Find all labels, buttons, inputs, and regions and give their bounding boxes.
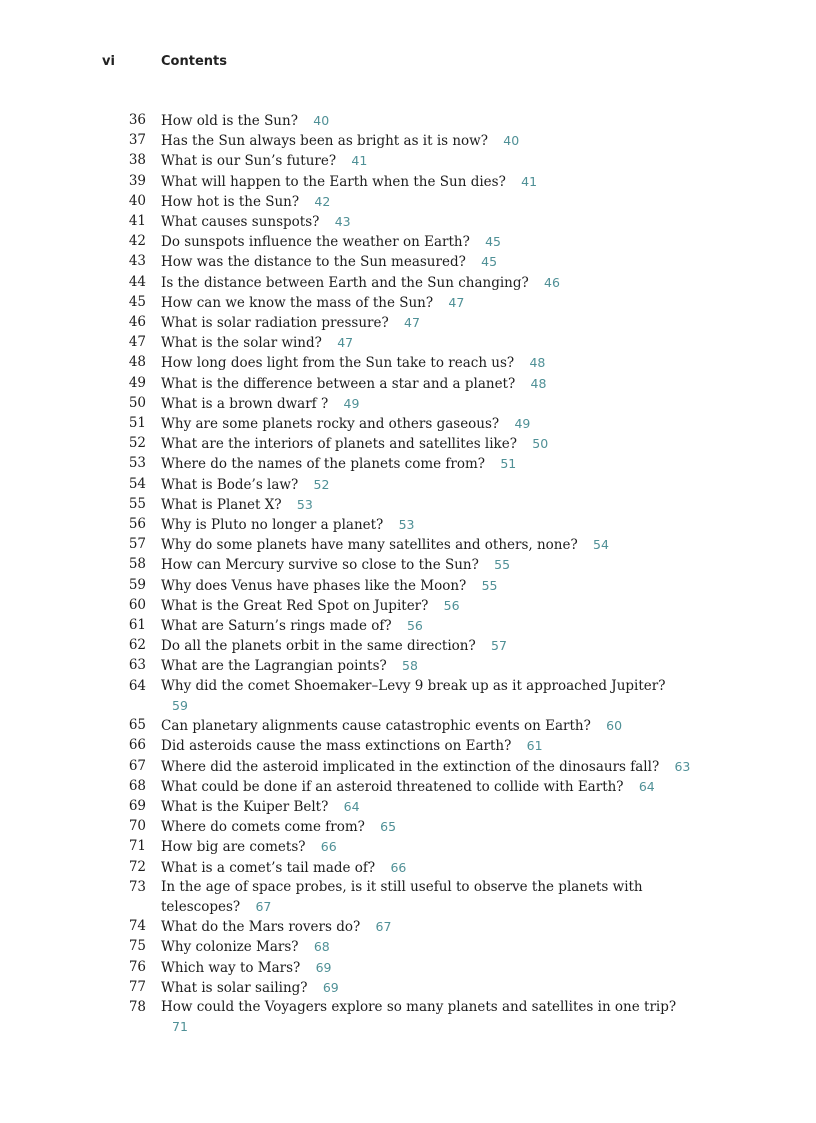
toc-entry[interactable]	[0, 333, 681, 353]
entry-question: What is solar radiation pressure?	[161, 315, 389, 332]
entry-number: 49	[128, 374, 146, 391]
entry-question: Why are some planets rocky and others gaseous?	[161, 416, 500, 433]
toc-entry[interactable]	[0, 917, 681, 937]
toc-entry[interactable]	[0, 837, 681, 857]
entry-number: 51	[128, 415, 146, 432]
entry-number: 45	[128, 293, 146, 310]
entry-question: Is the distance between Earth and the Sun changing?	[161, 274, 529, 291]
entry-question: Do sunspots influence the weather on Earth?	[161, 234, 470, 251]
entry-number: 42	[128, 233, 146, 250]
entry-question: What is the Kuiper Belt?	[161, 798, 329, 815]
entry-page-number[interactable]: 67	[255, 898, 272, 914]
entry-page-number[interactable]: 55	[481, 577, 498, 593]
toc-entry[interactable]	[0, 434, 681, 454]
entry-page-number[interactable]: 54	[593, 537, 609, 553]
entry-question: What is Bode’s law?	[161, 476, 299, 493]
entry-page-number[interactable]: 61	[526, 738, 543, 754]
entry-page-number[interactable]: 45	[481, 254, 498, 270]
entry-page-number[interactable]: 63	[674, 758, 691, 774]
toc-entry[interactable]	[0, 111, 681, 131]
entry-page-number[interactable]: 53	[296, 496, 313, 512]
toc-entry[interactable]	[0, 495, 681, 515]
entry-page-number[interactable]: 56	[443, 597, 460, 613]
entry-number: 39	[128, 172, 146, 189]
entry-number: 74	[128, 918, 146, 935]
entry-question: How big are comets?	[161, 839, 306, 856]
entry-number: 66	[128, 737, 146, 754]
toc-entry[interactable]	[0, 937, 681, 957]
entry-question: How can Mercury survive so close to the Sun?	[161, 557, 479, 574]
entry-number: 69	[128, 797, 146, 814]
toc-entry[interactable]	[0, 212, 681, 232]
entry-question: Where did the asteroid implicated in the extinction of the dinosaurs fall?	[161, 758, 660, 775]
entry-page-number[interactable]: 60	[606, 718, 623, 734]
entry-page-number[interactable]: 47	[337, 335, 354, 351]
entry-number: 65	[128, 717, 146, 734]
entry-question: What do the Mars rovers do?	[161, 919, 361, 936]
entry-number: 75	[128, 938, 146, 955]
entry-page-number[interactable]: 64	[343, 798, 360, 814]
entry-page-number[interactable]: 49	[343, 395, 360, 411]
entry-number: 78	[128, 998, 146, 1015]
entry-number: 62	[128, 637, 146, 654]
entry-number: 67	[128, 757, 146, 774]
entry-question: What is a brown dwarf ?	[161, 395, 329, 412]
entry-number: 63	[128, 657, 146, 674]
entry-question: What is a comet’s tail made of?	[161, 859, 376, 876]
entry-number: 50	[128, 394, 146, 411]
toc-entry[interactable]	[0, 817, 681, 837]
entry-question: Which way to Mars?	[161, 959, 301, 976]
entry-number: 54	[128, 475, 146, 492]
toc-entry[interactable]	[0, 736, 681, 756]
entry-page-number[interactable]: 41	[351, 153, 368, 169]
entry-page-number[interactable]: 48	[530, 375, 547, 391]
entry-question: What will happen to the Earth when the Sun dies?	[161, 173, 506, 190]
entry-page-number[interactable]: 55	[494, 557, 511, 573]
entry-question: What is the difference between a star and a planet?	[161, 375, 516, 392]
entry-question: Why do some planets have many satellites and others, none?	[161, 537, 578, 554]
entry-question: Where do the names of the planets come from?	[161, 456, 486, 473]
entry-number: 43	[128, 253, 146, 270]
toc-entry[interactable]	[0, 716, 681, 736]
toc-entry[interactable]	[0, 757, 721, 777]
entry-number: 40	[128, 192, 146, 209]
entry-question: What causes sunspots?	[161, 214, 320, 231]
toc-entry[interactable]	[0, 192, 681, 212]
entry-question: What are the Lagrangian points?	[161, 658, 387, 675]
entry-number: 77	[128, 978, 146, 995]
entry-number: 68	[128, 777, 146, 794]
toc-entry[interactable]	[0, 878, 681, 917]
entry-question: What is Planet X?	[161, 496, 282, 513]
entry-page-number[interactable]: 69	[322, 979, 339, 995]
entry-number: 70	[128, 818, 146, 835]
entry-number: 56	[128, 516, 146, 533]
toc-entry[interactable]	[0, 998, 681, 1037]
toc-entry[interactable]	[0, 151, 681, 171]
toc-entry[interactable]	[0, 515, 681, 535]
entry-number: 38	[128, 152, 146, 169]
entry-page-number[interactable]: 52	[313, 476, 330, 492]
entry-number: 37	[128, 132, 146, 149]
entry-page-number[interactable]: 45	[485, 234, 502, 250]
toc-entry[interactable]	[0, 777, 721, 797]
entry-page-number[interactable]: 43	[334, 214, 351, 230]
toc-entry[interactable]	[0, 596, 681, 616]
entry-number: 46	[128, 314, 146, 331]
toc-entry[interactable]	[0, 313, 681, 333]
toc-entry[interactable]	[0, 232, 681, 252]
entry-question: How can we know the mass of the Sun?	[161, 294, 434, 311]
toc-entry[interactable]	[0, 978, 681, 998]
entry-question: What could be done if an asteroid threatened to collide with Earth?	[161, 778, 624, 795]
entry-number: 41	[128, 213, 146, 230]
entry-number: 55	[128, 495, 146, 512]
entry-number: 44	[128, 273, 146, 290]
toc-entry[interactable]	[0, 656, 681, 676]
entry-page-number[interactable]: 46	[544, 274, 560, 290]
entry-page-number[interactable]: 68	[313, 939, 330, 955]
contents-list	[0, 111, 816, 1037]
toc-entry[interactable]	[0, 293, 681, 313]
entry-question: What is the Great Red Spot on Jupiter?	[161, 597, 429, 614]
entry-number: 76	[128, 958, 146, 975]
toc-entry[interactable]	[0, 677, 681, 716]
entry-question: What are the interiors of planets and satellites like?	[161, 436, 517, 453]
page-folio: vi	[102, 54, 115, 69]
entry-number: 47	[128, 334, 146, 351]
toc-entry[interactable]	[0, 475, 681, 495]
entry-question: Why did the comet Shoemaker–Levy 9 break up as it approached Jupiter?	[161, 677, 666, 694]
entry-page-number[interactable]: 64	[638, 778, 655, 794]
entry-question: What are Saturn’s rings made of?	[161, 618, 392, 635]
entry-question: How long does light from the Sun take to reach us?	[161, 355, 515, 372]
entry-number: 57	[128, 536, 146, 553]
toc-entry[interactable]	[0, 414, 681, 434]
entry-number: 53	[128, 455, 146, 472]
entry-number: 64	[128, 677, 146, 694]
toc-entry[interactable]	[0, 958, 681, 978]
entry-number: 61	[128, 617, 146, 634]
toc-entry[interactable]	[0, 131, 681, 151]
entry-page-number[interactable]: 53	[398, 517, 415, 533]
toc-entry[interactable]	[0, 273, 681, 293]
entry-question: What is our Sun’s future?	[161, 153, 337, 170]
entry-page-number[interactable]: 47	[404, 315, 420, 331]
entry-question: In the age of space probes, is it still useful to observe the planets with telescopes?	[161, 878, 643, 915]
entry-page-number[interactable]: 40	[313, 113, 330, 128]
entry-question: Why is Pluto no longer a planet?	[161, 517, 384, 534]
entry-question: Where do comets come from?	[161, 819, 365, 836]
entry-question: Did asteroids cause the mass extinctions on Earth?	[161, 738, 512, 755]
entry-number: 60	[128, 596, 146, 613]
toc-entry[interactable]	[0, 252, 681, 272]
entry-page-number[interactable]: 65	[380, 819, 397, 835]
toc-entry[interactable]	[0, 797, 681, 817]
entry-page-number[interactable]: 69	[315, 959, 332, 975]
entry-page-number[interactable]: 41	[521, 173, 538, 189]
entry-question: How hot is the Sun?	[161, 193, 300, 210]
entry-number: 71	[128, 838, 146, 855]
entry-number: 72	[128, 858, 146, 875]
entry-question: What is solar sailing?	[161, 979, 308, 996]
entry-page-number[interactable]: 40	[503, 133, 520, 149]
entry-page-number[interactable]: 42	[314, 193, 331, 209]
entry-page-number[interactable]: 48	[529, 355, 546, 371]
entry-page-number[interactable]: 71	[172, 1019, 188, 1035]
page-title: Contents	[161, 54, 227, 69]
entry-number: 59	[128, 576, 146, 593]
entry-page-number[interactable]: 47	[448, 294, 465, 310]
entry-page-number[interactable]: 51	[500, 456, 517, 472]
entry-question: How old is the Sun?	[161, 113, 298, 129]
entry-question: Can planetary alignments cause catastrophic events on Earth?	[161, 718, 591, 735]
entry-page-number[interactable]: 66	[320, 839, 337, 855]
entry-page-number[interactable]: 57	[491, 638, 507, 654]
entry-question: Do all the planets orbit in the same direction?	[161, 638, 476, 655]
toc-entry[interactable]	[0, 636, 681, 656]
entry-page-number[interactable]: 49	[514, 416, 531, 432]
toc-entry[interactable]	[0, 172, 681, 192]
toc-entry[interactable]	[0, 374, 681, 394]
entry-question: How was the distance to the Sun measured?	[161, 254, 466, 271]
toc-entry[interactable]	[0, 535, 681, 555]
entry-page-number[interactable]: 56	[406, 618, 423, 634]
entry-question: How could the Voyagers explore so many planets and satellites in one trip?	[161, 998, 677, 1015]
entry-question: Why colonize Mars?	[161, 939, 299, 956]
toc-entry[interactable]	[0, 576, 681, 596]
entry-number: 73	[128, 878, 146, 895]
toc-entry[interactable]	[0, 555, 681, 575]
toc-entry[interactable]	[0, 394, 681, 414]
entry-page-number[interactable]: 50	[532, 436, 549, 452]
toc-entry[interactable]	[0, 858, 681, 878]
entry-number: 48	[128, 354, 146, 371]
entry-page-number[interactable]: 58	[402, 658, 418, 674]
entry-question: What is the solar wind?	[161, 335, 322, 352]
entry-number: 52	[128, 435, 146, 452]
entry-page-number[interactable]: 66	[390, 859, 407, 875]
running-head	[0, 54, 816, 72]
entry-page-number[interactable]: 59	[172, 697, 188, 713]
entry-number: 36	[128, 112, 146, 128]
entry-page-number[interactable]: 67	[375, 919, 392, 935]
toc-entry[interactable]	[0, 454, 681, 474]
entry-number: 58	[128, 556, 146, 573]
entry-question: Why does Venus have phases like the Moon?	[161, 577, 467, 594]
entry-question: Has the Sun always been as bright as it is now?	[161, 133, 488, 150]
toc-entry[interactable]	[0, 353, 681, 373]
toc-entry[interactable]	[0, 616, 681, 636]
